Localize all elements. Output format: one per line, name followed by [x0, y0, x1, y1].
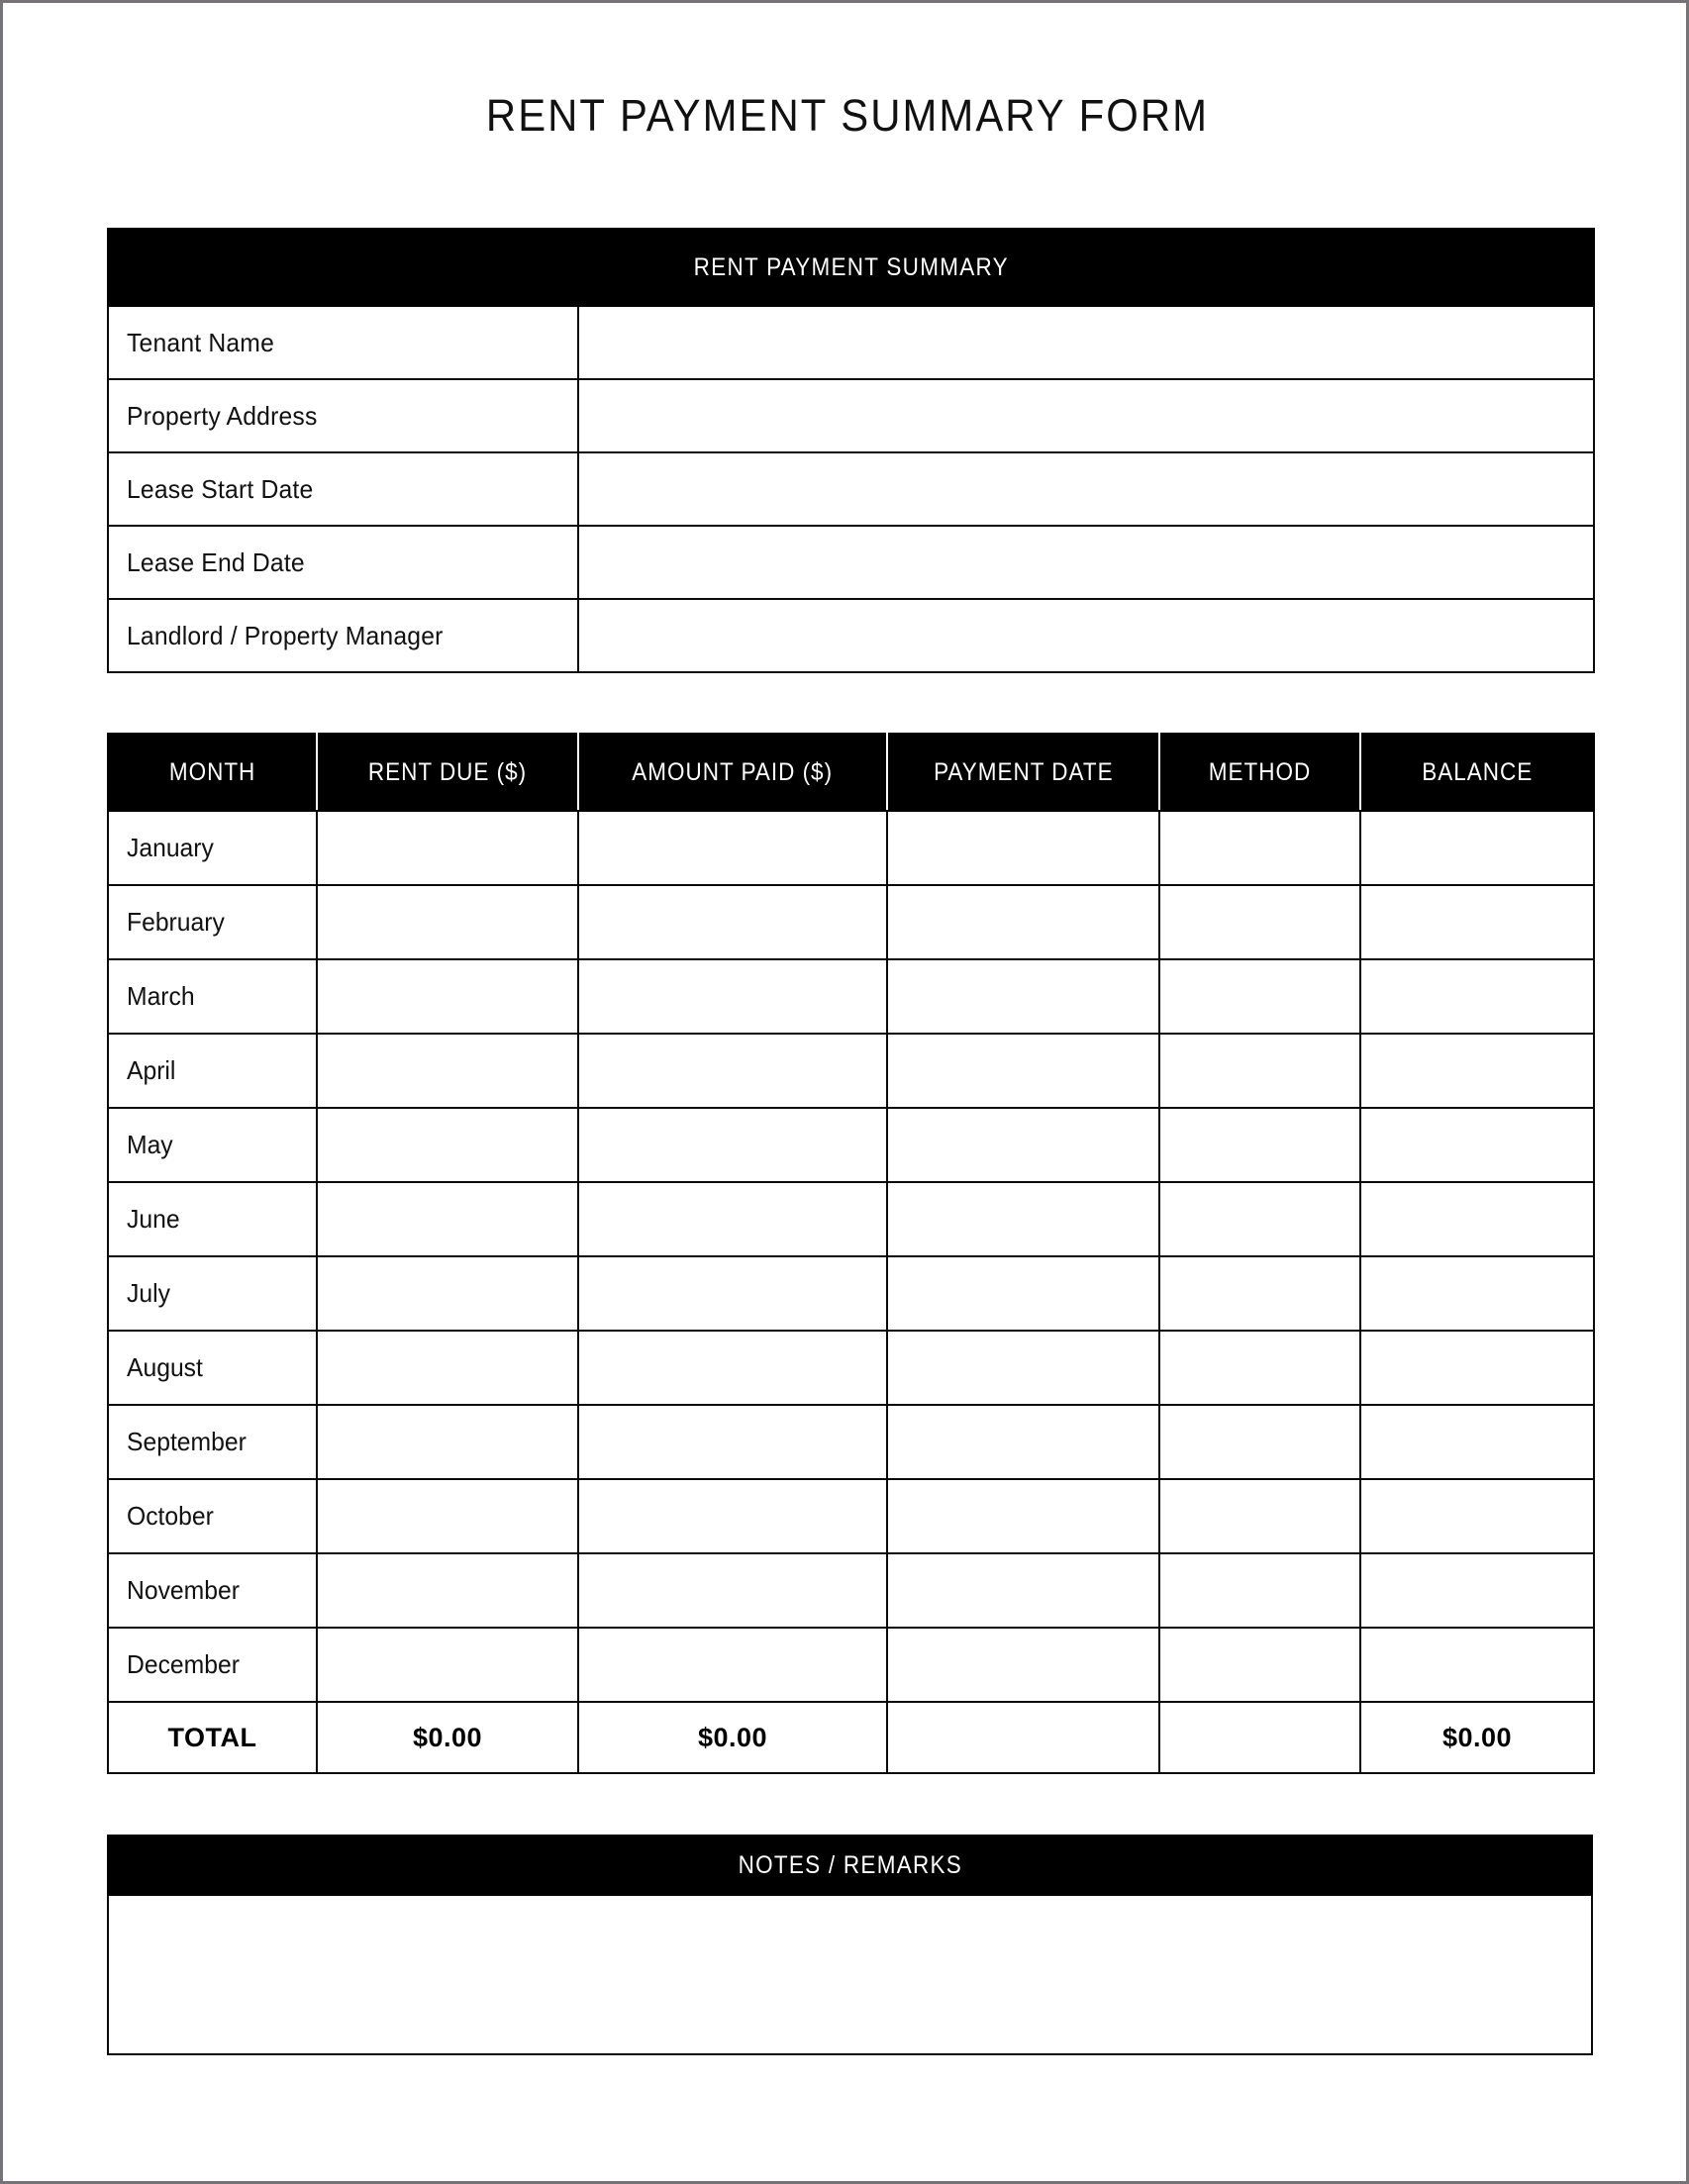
- tenant-name-label: Tenant Name: [127, 327, 275, 357]
- summary-header-row: [108, 229, 1594, 306]
- rent-due-cell[interactable]: [317, 811, 578, 885]
- notes-input-area[interactable]: [107, 1896, 1593, 2055]
- month-cell: [108, 1405, 317, 1479]
- field-label-lease-end-date: [108, 526, 578, 599]
- method-cell[interactable]: [1159, 885, 1360, 959]
- month-cell: [108, 885, 317, 959]
- table-row: [108, 306, 1594, 379]
- column-header-payment-date: [887, 734, 1159, 811]
- column-header-month: [108, 734, 317, 811]
- month-label: March: [127, 981, 195, 1011]
- month-label: September: [127, 1427, 247, 1456]
- notes-section-header: [107, 1835, 1593, 1896]
- column-header-amount-paid: [578, 734, 887, 811]
- total-label: TOTAL: [108, 1702, 317, 1773]
- total-method: [1159, 1702, 1360, 1773]
- payment-date-cell[interactable]: [887, 1405, 1159, 1479]
- table-row: [108, 1034, 1594, 1108]
- field-label-property-address: [108, 379, 578, 452]
- monthly-payment-table: [107, 733, 1595, 1774]
- month-cell: [108, 1628, 317, 1702]
- amount-paid-cell[interactable]: [578, 1553, 887, 1628]
- month-cell: [108, 959, 317, 1034]
- method-cell[interactable]: [1159, 1331, 1360, 1405]
- column-header-rent-due-label: RENT DUE ($): [367, 757, 528, 786]
- month-label: July: [127, 1278, 170, 1308]
- balance-cell[interactable]: [1360, 1405, 1594, 1479]
- column-header-method-label: METHOD: [1208, 757, 1312, 786]
- field-label-landlord-property-manager: [108, 599, 578, 672]
- month-cell: [108, 1182, 317, 1256]
- column-header-balance: [1360, 734, 1594, 811]
- table-row: [108, 1553, 1594, 1628]
- field-label-tenant-name: [108, 306, 578, 379]
- rent-due-cell[interactable]: [317, 1256, 578, 1331]
- amount-paid-cell[interactable]: [578, 811, 887, 885]
- notes-section-header-label: NOTES / REMARKS: [738, 1851, 962, 1879]
- method-cell[interactable]: [1159, 1553, 1360, 1628]
- payment-table-body: [108, 811, 1594, 1702]
- table-row: [108, 811, 1594, 885]
- table-row: [108, 959, 1594, 1034]
- method-cell[interactable]: [1159, 1034, 1360, 1108]
- table-row: [108, 599, 1594, 672]
- amount-paid-cell[interactable]: [578, 1331, 887, 1405]
- lease-end-date-label: Lease End Date: [127, 546, 305, 577]
- month-cell: [108, 1479, 317, 1553]
- rent-due-cell[interactable]: [317, 959, 578, 1034]
- balance-cell[interactable]: [1360, 1182, 1594, 1256]
- method-cell[interactable]: [1159, 1108, 1360, 1182]
- table-row: [108, 1331, 1594, 1405]
- rent-due-cell[interactable]: [317, 1182, 578, 1256]
- payment-date-cell[interactable]: [887, 1108, 1159, 1182]
- method-cell[interactable]: [1159, 1628, 1360, 1702]
- payment-date-cell[interactable]: [887, 959, 1159, 1034]
- column-header-month-label: MONTH: [168, 757, 256, 786]
- property-address-label: Property Address: [127, 400, 318, 431]
- balance-cell[interactable]: [1360, 1034, 1594, 1108]
- rent-due-cell[interactable]: [317, 1628, 578, 1702]
- month-cell: [108, 1256, 317, 1331]
- table-row: [108, 1108, 1594, 1182]
- amount-paid-cell[interactable]: [578, 1182, 887, 1256]
- landlord-property-manager-label: Landlord / Property Manager: [127, 620, 444, 650]
- method-cell[interactable]: [1159, 1405, 1360, 1479]
- amount-paid-cell[interactable]: [578, 1034, 887, 1108]
- rent-due-cell[interactable]: [317, 1034, 578, 1108]
- table-row: [108, 1182, 1594, 1256]
- total-row: [108, 1702, 1594, 1773]
- method-cell[interactable]: [1159, 959, 1360, 1034]
- balance-cell[interactable]: [1360, 811, 1594, 885]
- payment-date-cell[interactable]: [887, 1479, 1159, 1553]
- rent-due-cell[interactable]: [317, 885, 578, 959]
- payment-table-header-row: [108, 734, 1594, 811]
- column-header-balance-label: BALANCE: [1422, 757, 1533, 786]
- page-title: RENT PAYMENT SUMMARY FORM: [485, 90, 1210, 141]
- balance-cell[interactable]: [1360, 1479, 1594, 1553]
- month-label: April: [127, 1055, 176, 1085]
- method-cell[interactable]: [1159, 811, 1360, 885]
- month-label: February: [127, 907, 225, 937]
- table-row: [108, 1628, 1594, 1702]
- method-cell[interactable]: [1159, 1479, 1360, 1553]
- rent-due-cell[interactable]: [317, 1479, 578, 1553]
- total-rent-due: $0.00: [317, 1702, 578, 1773]
- rent-due-cell[interactable]: [317, 1553, 578, 1628]
- field-value-lease-end-date[interactable]: [578, 526, 1594, 599]
- month-label: January: [127, 833, 214, 862]
- field-value-lease-start-date[interactable]: [578, 452, 1594, 526]
- total-balance: $0.00: [1360, 1702, 1594, 1773]
- table-row: [108, 885, 1594, 959]
- amount-paid-cell[interactable]: [578, 1628, 887, 1702]
- payment-date-cell[interactable]: [887, 1331, 1159, 1405]
- table-row: [108, 526, 1594, 599]
- amount-paid-cell[interactable]: [578, 885, 887, 959]
- field-label-lease-start-date: [108, 452, 578, 526]
- month-cell: [108, 1108, 317, 1182]
- month-cell: [108, 811, 317, 885]
- table-row: [108, 1479, 1594, 1553]
- table-row: [108, 379, 1594, 452]
- field-value-property-address[interactable]: [578, 379, 1594, 452]
- month-cell: [108, 1553, 317, 1628]
- rent-due-cell[interactable]: [317, 1108, 578, 1182]
- field-value-landlord-property-manager[interactable]: [578, 599, 1594, 672]
- month-label: August: [127, 1352, 203, 1382]
- lease-start-date-label: Lease Start Date: [127, 473, 314, 504]
- balance-cell[interactable]: [1360, 885, 1594, 959]
- notes-section: [107, 1835, 1593, 2055]
- rent-payment-summary-table: [107, 228, 1595, 673]
- field-value-tenant-name[interactable]: [578, 306, 1594, 379]
- month-label: May: [127, 1130, 173, 1159]
- amount-paid-cell[interactable]: [578, 959, 887, 1034]
- amount-paid-cell[interactable]: [578, 1405, 887, 1479]
- payment-date-cell[interactable]: [887, 1628, 1159, 1702]
- amount-paid-cell[interactable]: [578, 1479, 887, 1553]
- rent-due-cell[interactable]: [317, 1405, 578, 1479]
- table-row: [108, 1256, 1594, 1331]
- payment-date-cell[interactable]: [887, 1256, 1159, 1331]
- balance-cell[interactable]: [1360, 1108, 1594, 1182]
- summary-section-header-label: RENT PAYMENT SUMMARY: [693, 252, 1009, 281]
- balance-cell[interactable]: [1360, 1553, 1594, 1628]
- method-cell[interactable]: [1159, 1256, 1360, 1331]
- balance-cell[interactable]: [1360, 1331, 1594, 1405]
- month-label: November: [127, 1575, 240, 1605]
- summary-section-header: [108, 229, 1594, 306]
- rent-due-cell[interactable]: [317, 1331, 578, 1405]
- payment-date-cell[interactable]: [887, 1182, 1159, 1256]
- month-label: October: [127, 1501, 214, 1531]
- month-label: December: [127, 1649, 240, 1679]
- balance-cell[interactable]: [1360, 1628, 1594, 1702]
- month-cell: [108, 1331, 317, 1405]
- balance-cell[interactable]: [1360, 959, 1594, 1034]
- amount-paid-cell[interactable]: [578, 1108, 887, 1182]
- total-payment-date: [887, 1702, 1159, 1773]
- column-header-rent-due: [317, 734, 578, 811]
- balance-cell[interactable]: [1360, 1256, 1594, 1331]
- amount-paid-cell[interactable]: [578, 1256, 887, 1331]
- payment-date-cell[interactable]: [887, 885, 1159, 959]
- month-label: June: [127, 1204, 180, 1234]
- column-header-method: [1159, 734, 1360, 811]
- payment-date-cell[interactable]: [887, 811, 1159, 885]
- month-cell: [108, 1034, 317, 1108]
- column-header-amount-paid-label: AMOUNT PAID ($): [632, 757, 834, 786]
- table-row: [108, 1405, 1594, 1479]
- payment-date-cell[interactable]: [887, 1034, 1159, 1108]
- table-row: [108, 452, 1594, 526]
- method-cell[interactable]: [1159, 1182, 1360, 1256]
- payment-date-cell[interactable]: [887, 1553, 1159, 1628]
- total-amount-paid: $0.00: [578, 1702, 887, 1773]
- column-header-payment-date-label: PAYMENT DATE: [933, 757, 1114, 786]
